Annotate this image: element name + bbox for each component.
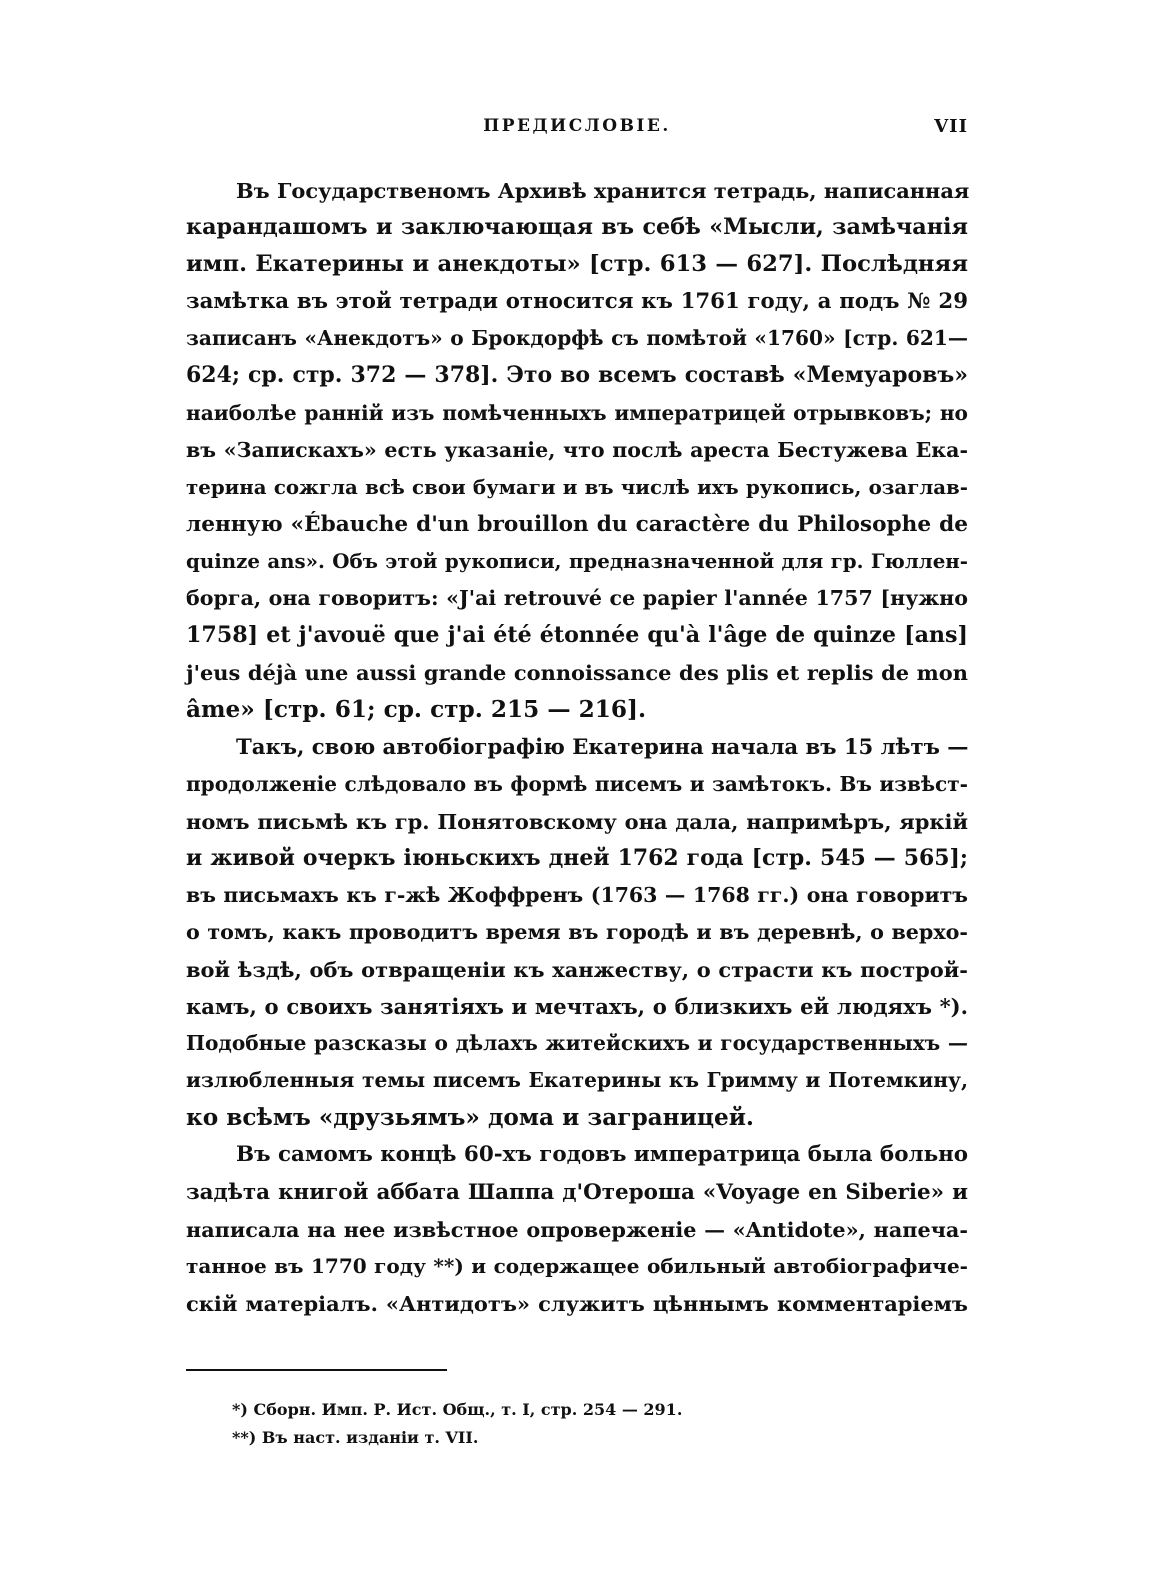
text-line: Въ самомъ концѣ 60-хъ годовъ императрица была больно: [236, 1142, 969, 1168]
text-line: скій матеріалъ. «Антидотъ» служитъ цѣннымъ комментаріемъ: [186, 1290, 968, 1316]
text-line: и живой очеркъ іюньскихъ дней 1762 года [стр. 545 — 565];: [186, 844, 968, 871]
page-header: [186, 116, 968, 146]
text-line: j'eus déjà une aussi grande connoissance des plis et replis de mon: [186, 660, 968, 686]
text-line: въ письмахъ къ г-жѣ Жоффренъ (1763 — 1768 гг.) она говоритъ: [186, 882, 968, 907]
text-line: карандашомъ и заключающая въ себѣ «Мысли, замѣчанія: [186, 214, 968, 241]
text-line: задѣта книгой аббата Шаппа д'Отероша «Voyage en Siberie» и: [186, 1179, 968, 1205]
text-line: продолженіе слѣдовало въ формѣ писемъ и замѣтокъ. Въ извѣст-: [186, 771, 968, 796]
footnotes: [232, 1396, 932, 1452]
text-line: замѣтка въ этой тетради относится къ 1761 году, а подъ № 29: [186, 289, 968, 315]
text-line: вой ѣздѣ, объ отвращеніи къ ханжеству, о страсти къ построй-: [186, 956, 968, 982]
text-line: ленную «Ébauche d'un brouillon du caractère du Philosophe de: [186, 511, 968, 537]
text-line: 624; ср. стр. 372 — 378]. Это во всемъ составѣ «Мемуаровъ»: [186, 362, 968, 389]
text-line: номъ письмѣ къ гр. Понятовскому она дала, напримѣръ, яркій: [186, 808, 968, 834]
text-line: ко всѣмъ «друзьямъ» дома и заграницей.: [186, 1104, 755, 1132]
text-line: наиболѣе ранній изъ помѣченныхъ императрицей отрывковъ; но: [186, 400, 968, 425]
text-line: âme» [стр. 61; ср. стр. 215 — 216].: [186, 696, 647, 724]
text-line: quinze ans». Объ этой рукописи, предназначенной для гр. Гюллен-: [186, 548, 968, 573]
text-line: Въ Государственомъ Архивѣ хранится тетрадь, написанная: [236, 178, 970, 203]
page-number: VII: [934, 116, 968, 137]
text-line: излюбленныя темы писемъ Екатерины къ Гримму и Потемкину,: [186, 1068, 968, 1093]
footnote-divider: [186, 1369, 447, 1371]
text-line: о томъ, какъ проводитъ время въ городѣ и въ деревнѣ, о верхо-: [186, 919, 968, 944]
text-line: борга, она говоритъ: «J'ai retrouvé ce papier l'année 1757 [нужно: [186, 586, 968, 611]
body-text: [186, 172, 968, 1322]
running-title: ПРЕДИСЛОВІЕ.: [483, 116, 671, 136]
text-line: Подобные разсказы о дѣлахъ житейскихъ и государственныхъ —: [186, 1031, 968, 1056]
text-line: Такъ, свою автобіографію Екатерина начала въ 15 лѣтъ —: [236, 734, 969, 760]
text-line: имп. Екатерины и анекдоты» [стр. 613 — 627]. Послѣдняя: [186, 251, 968, 278]
text-line: записанъ «Анекдотъ» о Брокдорфѣ съ помѣтой «1760» [стр. 621—: [186, 326, 968, 351]
text-line: терина сожгла всѣ свои бумаги и въ числѣ ихъ рукопись, озаглав-: [186, 474, 968, 499]
text-line: камъ, о своихъ занятіяхъ и мечтахъ, о близкихъ ей людяхъ *).: [186, 994, 968, 1020]
text-line: написала на нее извѣстное опроверженіе — «Antidote», напеча-: [186, 1216, 968, 1242]
footnote: **) Въ наст. изданіи т. VII.: [232, 1428, 479, 1447]
text-line: 1758] et j'avouë que j'ai été étonnée qu'à l'âge de quinze [ans]: [186, 622, 968, 649]
footnote: *) Сборн. Имп. Р. Ист. Общ., т. I, стр. 254 — 291.: [232, 1400, 683, 1419]
text-line: танное въ 1770 году **) и содержащее обильный автобіографиче-: [186, 1253, 968, 1278]
text-line: въ «Запискахъ» есть указаніе, что послѣ ареста Бестужева Ека-: [186, 437, 968, 462]
